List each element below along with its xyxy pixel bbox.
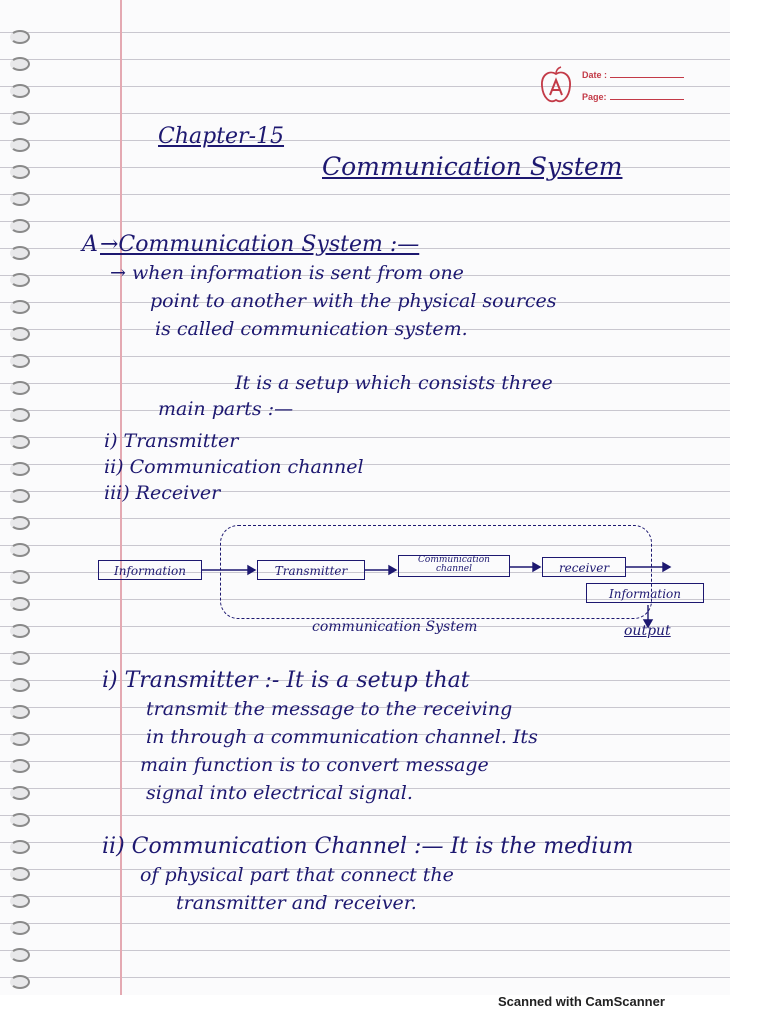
spiral-hole bbox=[10, 435, 30, 449]
text-line: is called communication system. bbox=[155, 318, 468, 340]
spiral-hole bbox=[10, 975, 30, 989]
spiral-hole bbox=[10, 705, 30, 719]
spiral-hole bbox=[10, 489, 30, 503]
text-line: of physical part that connect the bbox=[140, 864, 454, 886]
spiral-hole bbox=[10, 678, 30, 692]
spiral-hole bbox=[10, 192, 30, 206]
spiral-hole bbox=[10, 624, 30, 638]
channel-label-line2: channel bbox=[436, 564, 472, 574]
date-field bbox=[582, 70, 684, 80]
spiral-hole bbox=[10, 894, 30, 908]
spiral-hole bbox=[10, 354, 30, 368]
spiral-hole bbox=[10, 30, 30, 44]
spiral-holes bbox=[0, 0, 60, 995]
text-line: in through a communication channel. Its bbox=[146, 726, 538, 748]
text-line: i) Transmitter :- It is a setup that bbox=[102, 668, 470, 693]
text-line: ii) Communication Channel :— It is the medium bbox=[102, 834, 634, 859]
spiral-hole bbox=[10, 867, 30, 881]
channel-label-line1: Communication bbox=[418, 555, 490, 565]
text-line: main function is to convert message bbox=[140, 754, 489, 776]
spiral-hole bbox=[10, 246, 30, 260]
camscanner-watermark: Scanned with CamScanner bbox=[498, 994, 665, 1009]
page-header-brand bbox=[538, 60, 708, 110]
spiral-hole bbox=[10, 948, 30, 962]
spiral-hole bbox=[10, 813, 30, 827]
spiral-hole bbox=[10, 597, 30, 611]
spiral-hole bbox=[10, 543, 30, 557]
spiral-hole bbox=[10, 111, 30, 125]
system-label: communication System bbox=[312, 619, 478, 635]
spiral-hole bbox=[10, 327, 30, 341]
list-item: ii) Communication channel bbox=[104, 456, 364, 478]
receiver-box: receiver bbox=[542, 557, 626, 577]
text-line: signal into electrical signal. bbox=[146, 782, 413, 804]
output-label: output bbox=[624, 623, 671, 639]
page-field bbox=[582, 92, 684, 102]
text-line: point to another with the physical sources bbox=[150, 290, 557, 312]
spiral-hole bbox=[10, 840, 30, 854]
apple-logo-icon bbox=[538, 66, 574, 106]
spiral-hole bbox=[10, 408, 30, 422]
spiral-hole bbox=[10, 138, 30, 152]
information-box: Information bbox=[98, 560, 202, 580]
spiral-hole bbox=[10, 759, 30, 773]
spiral-hole bbox=[10, 273, 30, 287]
date-blank bbox=[610, 77, 684, 78]
spiral-hole bbox=[10, 516, 30, 530]
spiral-hole bbox=[10, 300, 30, 314]
spiral-hole bbox=[10, 57, 30, 71]
transmitter-box: Transmitter bbox=[257, 560, 365, 580]
block-diagram bbox=[90, 525, 730, 650]
spiral-hole bbox=[10, 732, 30, 746]
spiral-hole bbox=[10, 219, 30, 233]
spiral-hole bbox=[10, 786, 30, 800]
page-blank bbox=[610, 99, 684, 100]
text-line: main parts :— bbox=[158, 398, 294, 420]
text-line: → when information is sent from one bbox=[110, 262, 464, 284]
spiral-hole bbox=[10, 381, 30, 395]
chapter-heading: Chapter-15 bbox=[158, 124, 285, 149]
information-out-box: Information bbox=[586, 583, 704, 603]
date-label: Date : bbox=[582, 70, 608, 80]
text-line: transmit the message to the receiving bbox=[146, 698, 513, 720]
spiral-hole bbox=[10, 570, 30, 584]
list-item: iii) Receiver bbox=[104, 482, 221, 504]
page-title: Communication System bbox=[322, 152, 623, 181]
spiral-hole bbox=[10, 84, 30, 98]
spiral-hole bbox=[10, 921, 30, 935]
list-item: i) Transmitter bbox=[104, 430, 239, 452]
spiral-hole bbox=[10, 165, 30, 179]
text-line: transmitter and receiver. bbox=[176, 892, 417, 914]
spiral-hole bbox=[10, 651, 30, 665]
text-line: It is a setup which consists three bbox=[235, 372, 553, 394]
section-heading: →Communication System :— bbox=[100, 232, 420, 257]
page-label: Page: bbox=[582, 92, 607, 102]
section-bullet: A bbox=[82, 232, 98, 257]
spiral-hole bbox=[10, 462, 30, 476]
